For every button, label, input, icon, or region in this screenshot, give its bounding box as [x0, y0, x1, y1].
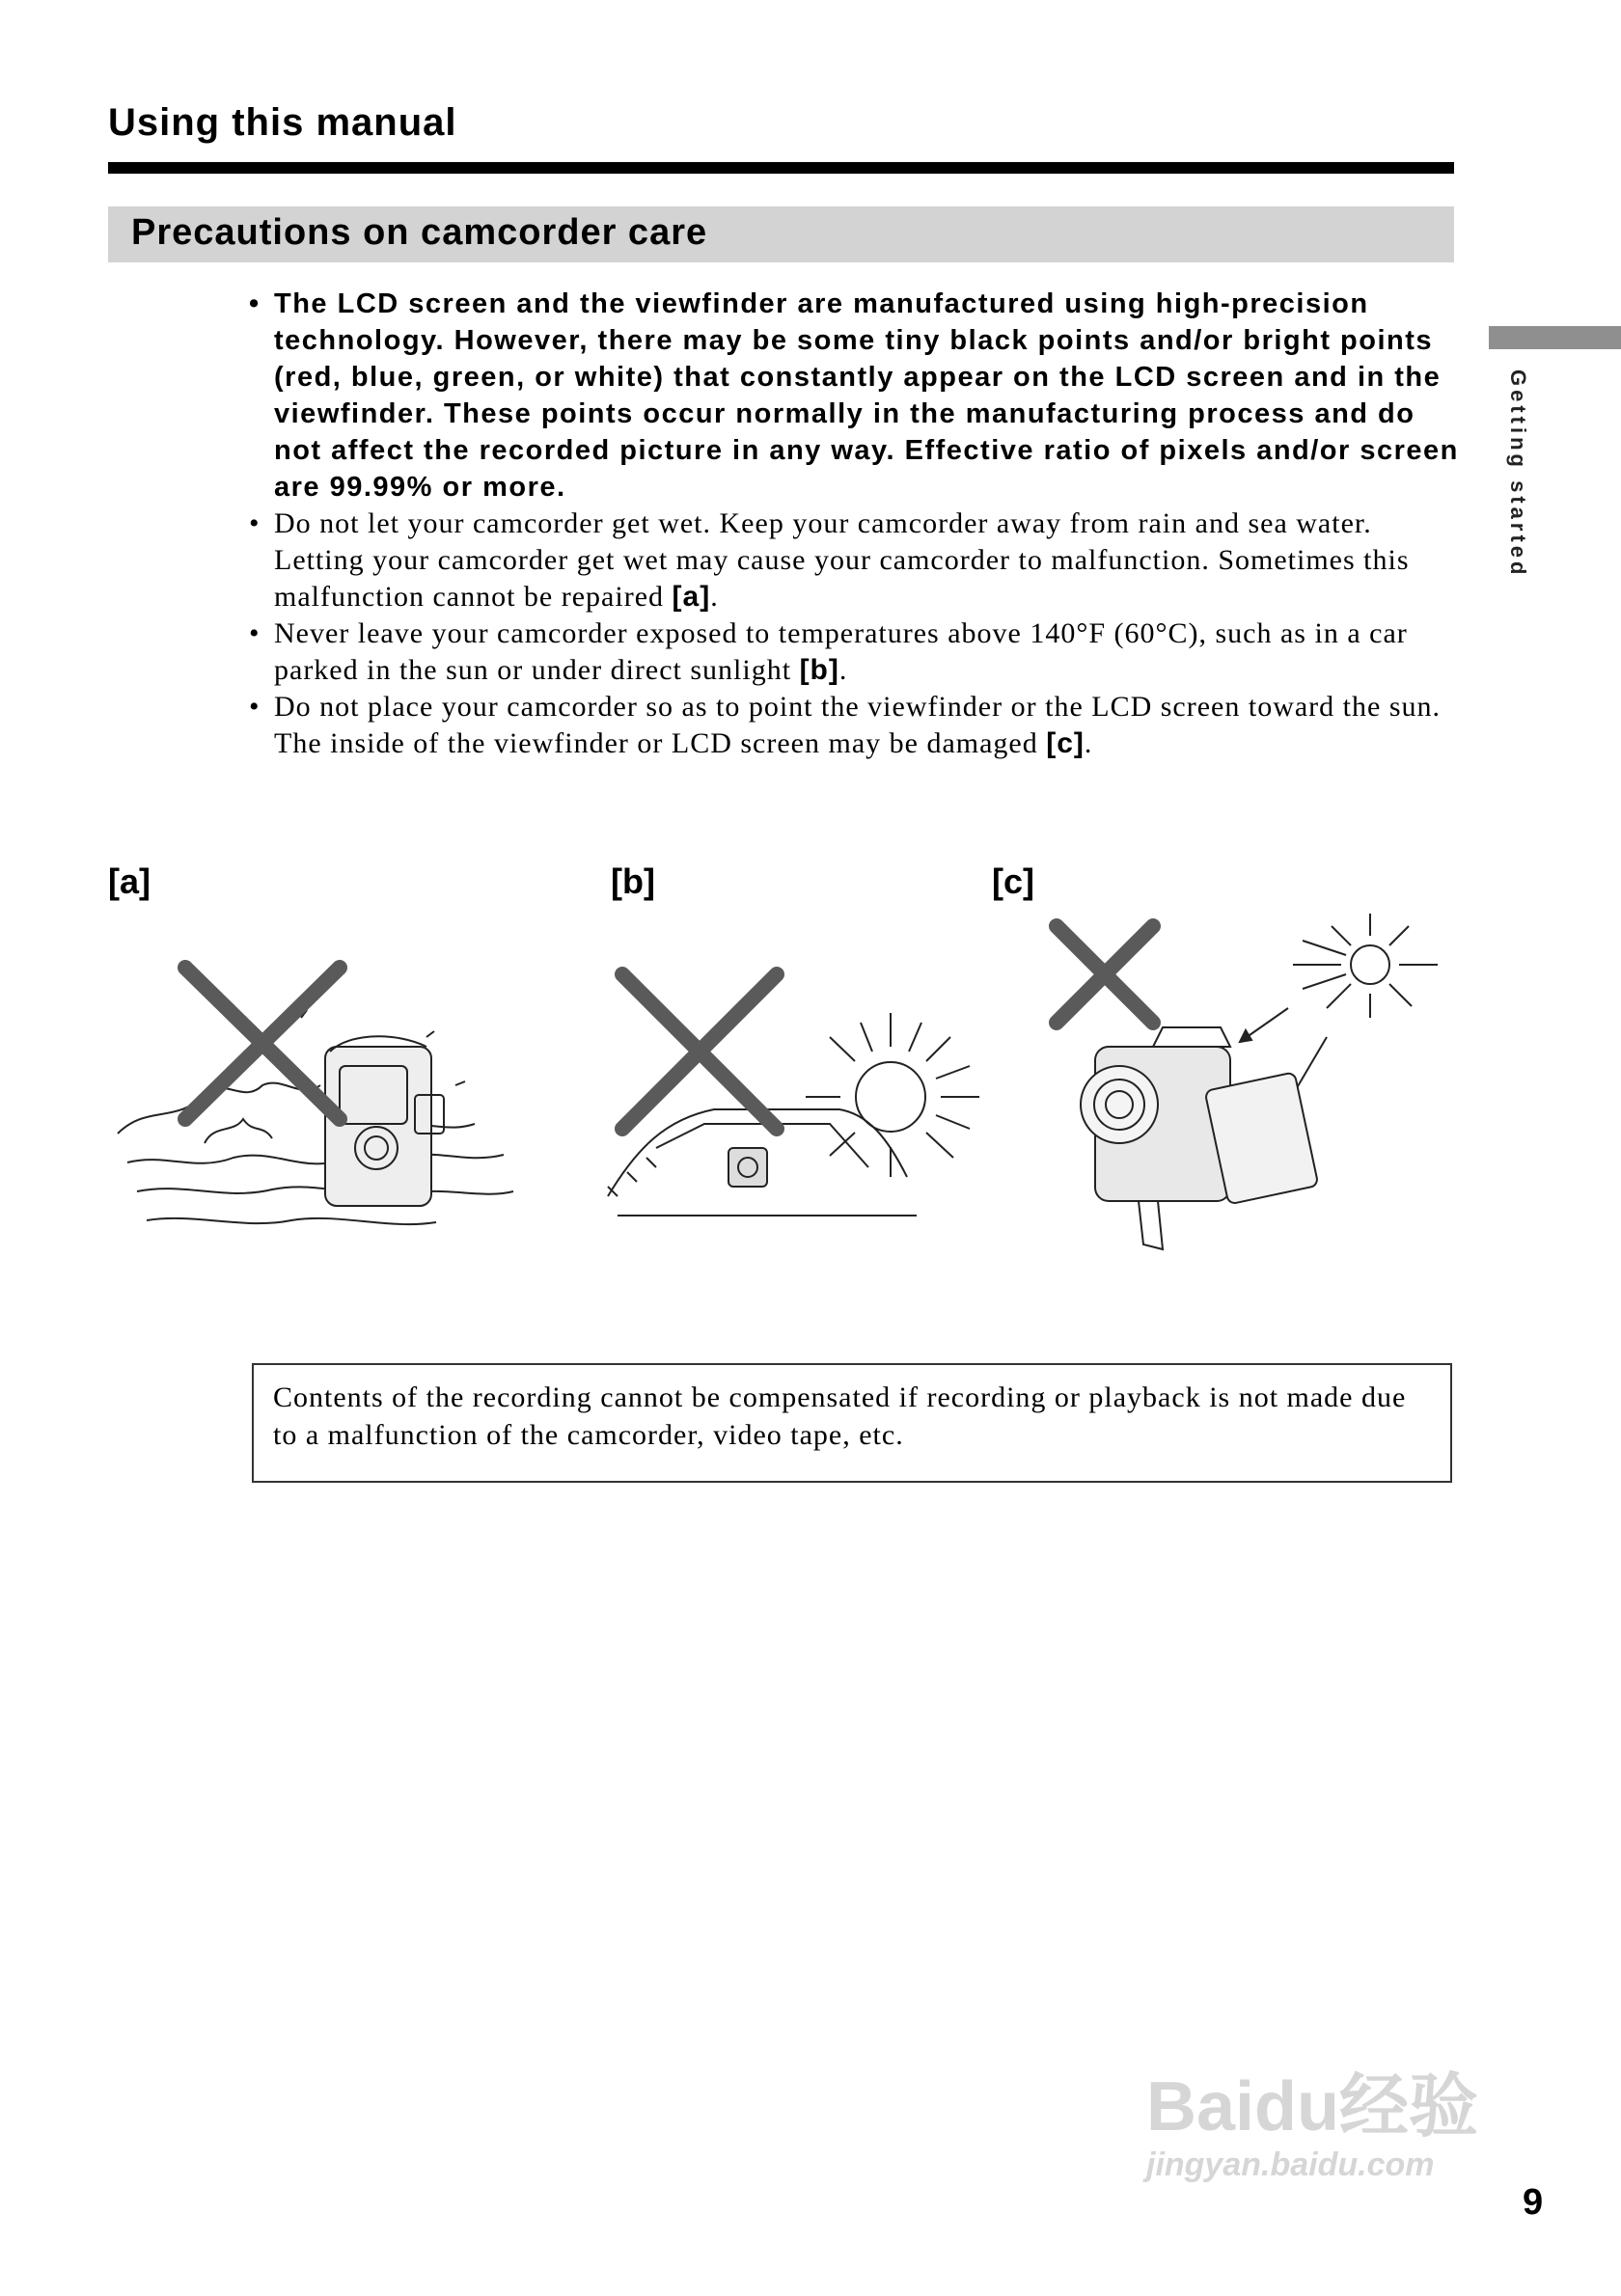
precautions-list	[249, 286, 1460, 762]
figure-b-car-sun-illustration	[598, 955, 1003, 1244]
cross-mark-icon	[622, 974, 777, 1129]
side-tab-label: Getting started	[1506, 369, 1530, 579]
list-item-end: .	[838, 654, 848, 686]
bullet-dot: •	[249, 691, 261, 723]
subsection-band	[108, 206, 1454, 262]
list-item	[249, 615, 1460, 689]
side-tab-marker	[1489, 326, 1621, 349]
list-item	[249, 286, 1460, 506]
list-item	[249, 506, 1460, 615]
list-item	[249, 689, 1460, 762]
note-text: Contents of the recording cannot be compensated if recording or playback is not made due to a malfunction of the camcorder, video tape, etc.	[273, 1381, 1407, 1451]
list-item-text: The LCD screen and the viewfinder are manufactured using high-precision technology. However, there may be some tiny black points and/or bright points (red, blue, green, or white) that constantly appear on the LCD screen and in the viewfinder. These points occur normally in the manufacturing process and do not affect the recorded picture in any way. Effective ratio of pixels and/or screen are 99.99% or more.	[274, 288, 1459, 503]
figure-a-water-illustration	[108, 941, 533, 1259]
sun-rays-icon	[1293, 914, 1438, 1018]
bullet-dot: •	[249, 617, 261, 649]
note-box	[252, 1363, 1452, 1483]
bullet-dot: •	[249, 288, 261, 319]
page-number: 9	[1523, 2182, 1544, 2223]
figure-ref: [c]	[1046, 727, 1085, 759]
bullet-dot: •	[249, 507, 261, 539]
watermark	[1146, 2050, 1478, 2184]
list-item-text: Never leave your camcorder exposed to temperatures above 140°F (60°C), such as in a car parked in the sun or under direct sunlight	[274, 617, 1408, 686]
figure-label-c: [c]	[992, 861, 1034, 901]
cross-mark-icon	[185, 968, 340, 1119]
list-item-end: .	[710, 581, 719, 613]
watermark-url: jingyan.baidu.com	[1146, 2146, 1435, 2183]
section-title: Using this manual	[108, 101, 457, 144]
list-item-text: Do not place your camcorder so as to point the viewfinder or the LCD screen toward the sun. The inside of the viewfinder or LCD screen may be damaged	[274, 691, 1441, 759]
list-item-end: .	[1084, 727, 1093, 759]
subsection-title: Precautions on camcorder care	[131, 212, 708, 253]
figure-c-sun-lcd-illustration	[1047, 912, 1452, 1269]
figure-label-b: [b]	[611, 861, 655, 901]
figure-label-a: [a]	[108, 861, 151, 901]
watermark-main: Baidu经验	[1146, 2068, 1479, 2146]
figure-ref: [b]	[799, 654, 839, 686]
title-rule	[108, 162, 1454, 174]
figure-ref: [a]	[672, 581, 711, 613]
list-item-text: Do not let your camcorder get wet. Keep your camcorder away from rain and sea water. Letting your camcorder get wet may cause your camcorder to malfunction. Sometimes this malfunction cannot be repaired	[274, 507, 1410, 613]
cross-mark-icon	[1057, 926, 1153, 1023]
